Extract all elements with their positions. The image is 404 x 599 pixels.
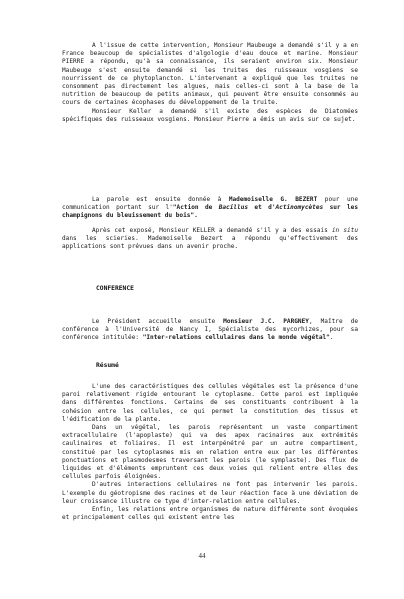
resume-section [62,383,358,522]
resume-paragraph-2: Dans un végétal, les parois représentent un vaste compartiment extracellulaire (l'apoplaste) qui va des apex racinaires aux extrémités caulinaires et foliaires. Il est interpénétré par un autre compartiment, constitué par les cytoplasmes mis en relation entre eux par les différentes ponctuations et plasmodesmes traversant les parois (le symplaste). Des flux de liquides et d'éléments empruntent ces deux voies qui relient entre elles des cellules parfois éloignées. [62,424,358,481]
speaker-name: Mademoiselle G. BEZERT [228,196,318,203]
discussion-section [62,42,358,124]
conference-heading: CONFERENCE [96,285,134,292]
pargney-section [62,318,358,343]
resume-paragraph-3: D'autres interactions cellulaires ne font pas intervenir les parois. L'exemple du géotropisme des racines et de leur réaction face à une déviation de leur croissance illustre ce type d'inter-relation entre cellules. [62,481,358,505]
conference-title: "Inter-relations cellulaires dans le monde végétal" [142,334,330,342]
paragraph-keller: Monsieur Keller a demandé s'il existe des espèces de Diatomées spécifiques des ruisseaux vosgiens. Monsieur Pierre a émis un avis sur ce sujet. [62,107,358,123]
paragraph-keller-question: Après cet exposé, Monsieur KELLER a demandé s'il y a des essais in situ dans les scieries. Mademoiselle Bezert a répondu qu'effectivement des applications sont prévues dans un avenir proche. [62,226,358,251]
resume-paragraph-4: Enfin, les relations entre organismes de nature différente sont évoquées et principalement celles qui existent entre les [62,506,358,522]
resume-paragraph-1: L'une des caractéristiques des cellules végétales est la présence d'une paroi relativement rigide entourant le cytoplasme. Cette paroi est impliquée dans différentes fonctions. Certains de ses constituants contribuent à la cohésion entre les cellules, ce qui permet la constitution des tissus et l'édification de la plante. [62,383,358,423]
resume-heading: Résumé [96,362,119,369]
bezert-section [62,196,358,251]
paragraph-maubeuge: A l'issue de cette intervention, Monsieur Maubeuge a demandé s'il y a en France beaucoup de spécialistes d'algologie d'eau douce et marine. Monsieur PIERRE a répondu, qu'à sa connaissance, ils seraient environ six. Monsieur Maubeuge s'est ensuite demandé si les truites des ruisseaux vosgiens se nourrissent de ce phytoplancton. L'intervenant a expliqué que les truites ne consomment pas directement les algues, mais celles-ci sont à la base de la nutrition de beaucoup de petits animaux, qui peuvent être ensuite consommés au cours de certaines écophases du développement de la truite. [62,42,358,107]
paragraph-bezert: La parole est ensuite donnée à Mademoiselle G. BEZERT pour une communication portant sur l'"Action de Bacillus et d'Actinomycètes sur les champignons du bleuissement du bois". [62,196,358,220]
paragraph-pargney: Le Président accueille ensuite Monsieur J.C. PARGNEY, Maître de conférence à l'Université de Nancy I, Spécialiste des mycorhizes, pour sa conférence intitulée: "Inter-relations cellulaires dans le monde végétal". [62,318,359,342]
talk-title: "Action de Bacillus et d'Actinomycètes sur les champignons du bleuissement du bois". [62,204,358,220]
speaker-name-pargney: Monsieur J.C. PARGNEY [223,318,309,325]
page-number: 44 [198,552,206,560]
